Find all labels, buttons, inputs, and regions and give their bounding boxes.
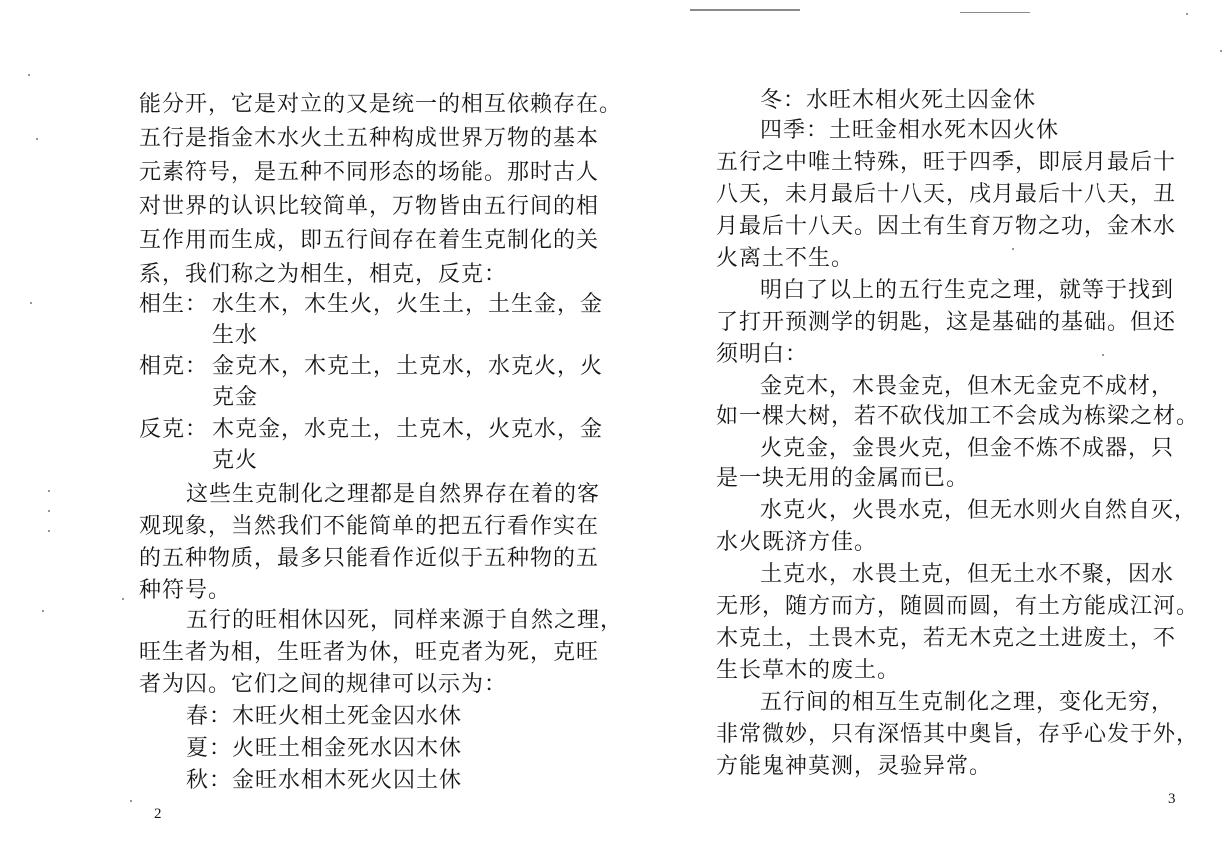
- text-line: 无形，随方而方，随圆而圆，有土方能成江河。: [716, 594, 1200, 619]
- scan-speck: [130, 800, 132, 802]
- text-line: 土克水，水畏土克，但无土水不聚，因水: [760, 562, 1175, 587]
- text-line: 能分开，它是对立的又是统一的相互依赖存在。: [139, 92, 623, 117]
- relation-line: 克火: [212, 448, 259, 473]
- season-line: 夏：火旺土相金死水囚木休: [186, 736, 463, 761]
- text-line: 五行间的相互生克制化之理，变化无穷，: [760, 690, 1175, 715]
- relation-line: 克金: [212, 385, 259, 410]
- text-line: 观现象，当然我们不能简单的把五行看作实在: [139, 514, 600, 539]
- text-line: 五行是指金木水火土五种构成世界万物的基本: [139, 126, 600, 151]
- text-line: 这些生克制化之理都是自然界存在着的客: [186, 482, 601, 507]
- text-line: 八天，未月最后十八天，戌月最后十八天，丑: [716, 182, 1177, 207]
- text-line: 种符号。: [139, 578, 232, 603]
- text-line: 生长草木的废土。: [716, 658, 901, 683]
- relation-label: 相生：: [139, 292, 209, 317]
- relation-line: 金克木，木克土，土克水，水克火，火: [212, 354, 604, 379]
- relation-line: 木克金，水克土，土克木，火克水，金: [212, 417, 604, 442]
- text-line: 是一块无用的金属而已。: [716, 466, 970, 491]
- text-line: 者为囚。它们之间的规律可以示为：: [139, 672, 508, 697]
- relation-line: 水生木，木生火，火生土，土生金，金: [212, 292, 604, 317]
- text-line: 对世界的认识比较简单，万物皆由五行间的相: [139, 194, 600, 219]
- scan-speck: [1220, 50, 1222, 52]
- season-line: 春：木旺火相土死金囚水休: [186, 704, 463, 729]
- text-line: 木克土，土畏木克，若无木克之土进废土，不: [716, 626, 1177, 651]
- text-line: 须明白：: [716, 342, 809, 367]
- text-line: 明白了以上的五行生克之理，就等于找到: [760, 278, 1175, 303]
- scan-speck: [48, 490, 50, 492]
- scan-speck: [28, 74, 30, 76]
- season-line: 冬：水旺木相火死土囚金休: [760, 88, 1037, 113]
- season-line: 四季：土旺金相水死木囚火休: [760, 118, 1060, 143]
- relation-label: 相克：: [139, 354, 209, 379]
- season-line: 秋：金旺水相木死火囚土休: [186, 768, 463, 793]
- scan-speck: [122, 598, 124, 600]
- scan-edge-mark: [960, 12, 1030, 13]
- text-line: 火离土不生。: [716, 246, 855, 271]
- text-line: 元素符号，是五种不同形态的场能。那时古人: [139, 160, 600, 185]
- text-line: 了打开预测学的钥匙，这是基础的基础。但还: [716, 310, 1177, 335]
- scan-speck: [48, 510, 50, 512]
- relation-label: 反克：: [139, 417, 209, 442]
- text-line: 互作用而生成，即五行间存在着生克制化的关: [139, 228, 600, 253]
- text-line: 系，我们称之为相生，相克，反克：: [139, 262, 508, 287]
- scan-speck: [42, 610, 44, 612]
- text-line: 方能鬼神莫测，灵验异常。: [716, 754, 993, 779]
- text-line: 旺生者为相，生旺者为休，旺克者为死，克旺: [139, 640, 600, 665]
- text-line: 五行之中唯土特殊，旺于四季，即辰月最后十: [716, 150, 1177, 175]
- scan-speck: [1102, 354, 1104, 356]
- relation-line: 生水: [212, 323, 259, 348]
- text-line: 非常微妙，只有深悟其中奥旨，存乎心发于外，: [716, 722, 1200, 747]
- text-line: 火克金，金畏火克，但金不炼不成器，只: [760, 436, 1175, 461]
- page-number: 3: [1168, 791, 1176, 807]
- text-line: 水克火，火畏水克，但无水则火自然自灭，: [760, 498, 1198, 523]
- scan-edge-mark: [690, 9, 800, 11]
- text-line: 金克木，木畏金克，但木无金克不成材，: [760, 374, 1175, 399]
- scan-speck: [48, 530, 50, 532]
- scan-speck: [1186, 13, 1188, 15]
- scan-speck: [30, 302, 32, 304]
- page-number: 2: [154, 806, 162, 822]
- right-page: [640, 0, 1230, 868]
- text-line: 如一棵大树，若不砍伐加工不会成为栋梁之材。: [716, 404, 1200, 429]
- scan-speck: [1012, 248, 1014, 250]
- text-line: 五行的旺相休囚死，同样来源于自然之理，: [186, 608, 624, 633]
- scan-speck: [36, 138, 38, 140]
- text-line: 月最后十八天。因土有生育万物之功，金木水: [716, 214, 1177, 239]
- text-line: 的五种物质，最多只能看作近似于五种物的五: [139, 546, 600, 571]
- text-line: 水火既济方佳。: [716, 530, 878, 555]
